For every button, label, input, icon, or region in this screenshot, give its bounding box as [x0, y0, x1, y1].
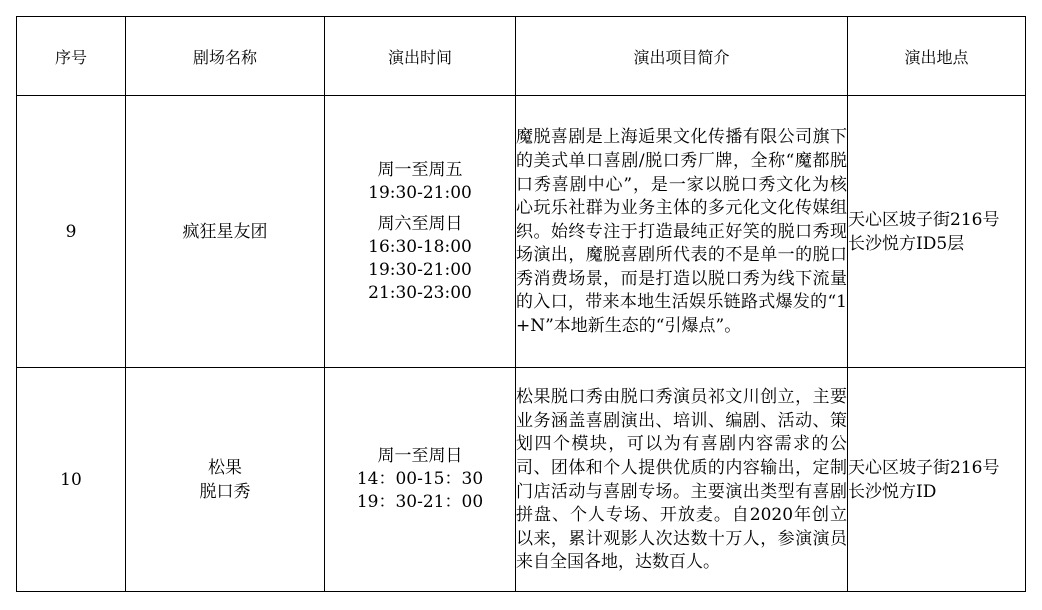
time-line: 19:30-21:00: [368, 182, 472, 203]
show-location: [848, 96, 1026, 368]
theater-name-line: 松果: [208, 457, 242, 478]
header-time: 演出时间: [325, 17, 516, 96]
theater-name: [126, 368, 325, 592]
header-location: 演出地点: [848, 17, 1026, 96]
time-line: 19：30-21：00: [356, 492, 484, 512]
performance-schedule-table: [16, 16, 1026, 592]
header-num: 序号: [17, 17, 126, 96]
time-group: [325, 445, 515, 514]
show-time: [325, 96, 516, 368]
table-row: [17, 96, 1026, 368]
theater-name-line: 疯狂星友团: [182, 221, 268, 242]
header-theater: 剧场名称: [126, 17, 325, 96]
time-group: [325, 159, 515, 205]
theater-name: [126, 96, 325, 368]
table-row: [17, 368, 1026, 592]
header-intro: 演出项目简介: [516, 17, 848, 96]
theater-name-line: 脱口秀: [199, 481, 251, 502]
time-group: [325, 213, 515, 305]
row-num: 10: [17, 368, 126, 592]
time-line: 16:30-18:00: [368, 236, 472, 257]
time-line: 19:30-21:00: [368, 259, 472, 280]
show-location: [848, 368, 1026, 592]
location-line: 天心区坡子街216号: [848, 209, 1000, 230]
show-time: [325, 368, 516, 592]
location-line: 长沙悦方ID: [848, 481, 937, 502]
show-intro-text: 魔脱喜剧是上海逅果文化传播有限公司旗下的美式单口喜剧/脱口秀厂牌，全称“魔都脱口秀喜剧中心”，是一家以脱口秀文化为核心玩乐社群为业务主体的多元化文化传媒组织。始终专注于打造最纯正好笑的脱口秀现场演出，魔脱喜剧所代表的不是单一的脱口秀消费场景，而是打造以脱口秀为线下流量的入口，带来本地生活娱乐链路式爆发的“1+N”本地新生态的“引爆点”。: [516, 127, 847, 337]
row-num: 9: [17, 96, 126, 368]
table-header-row: [17, 17, 1026, 96]
time-line: 周六至周日: [377, 213, 463, 234]
time-line: 周一至周五: [377, 159, 463, 180]
location-line: 天心区坡子街216号: [848, 457, 1000, 478]
time-line: 21:30-23:00: [368, 282, 472, 303]
time-line: 周一至周日: [377, 446, 463, 466]
show-intro: [516, 96, 848, 368]
show-intro: [516, 368, 848, 592]
show-intro-text: 松果脱口秀由脱口秀演员祁文川创立，主要业务涵盖喜剧演出、培训、编剧、活动、策划四个模块，可以为有喜剧内容需求的公司、团体和个人提供优质的内容输出，定制门店活动与喜剧专场。主要演出类型有喜剧拼盘、个人专场、开放麦。自2020年创立以来，累计观影人次达数十万人，参演演员来自全国各地，达数百人。: [516, 387, 847, 573]
location-line: 长沙悦方ID5层: [848, 233, 965, 254]
time-line: 14：00-15：30: [356, 469, 484, 489]
